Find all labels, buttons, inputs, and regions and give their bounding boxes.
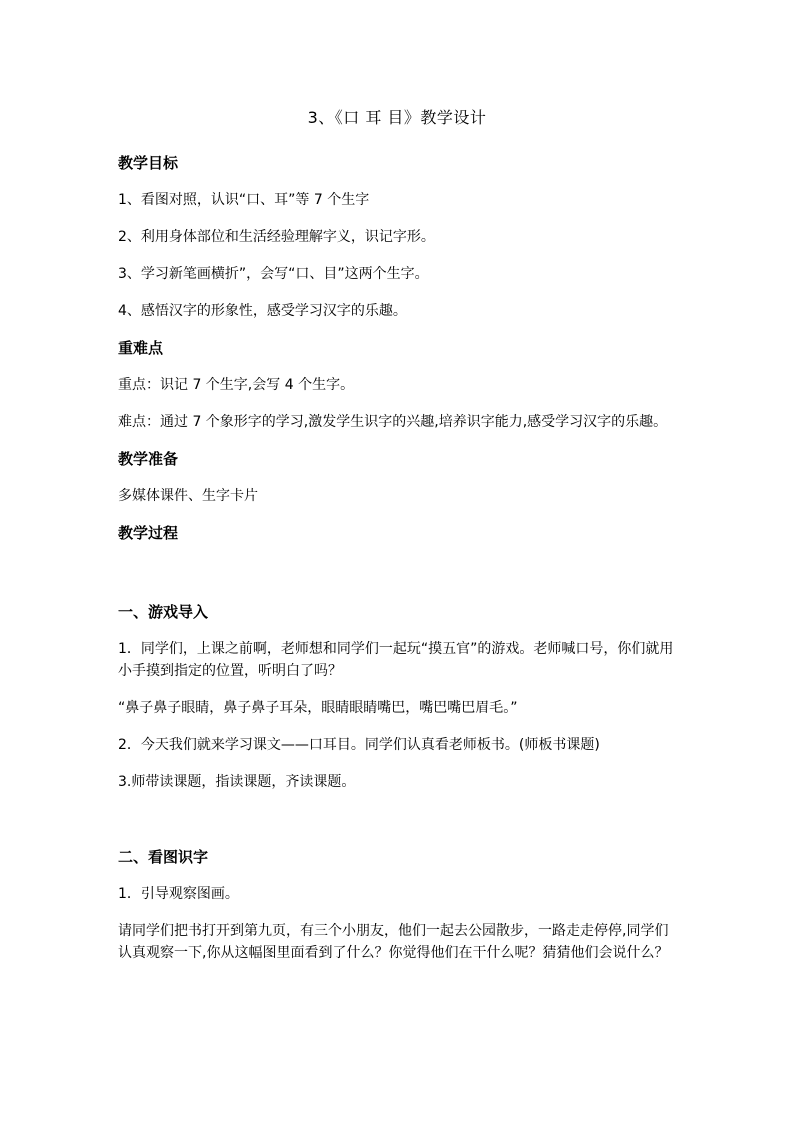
difficulty-text: 难点：通过 7 个象形字的学习,激发学生识字的兴趣,培养识字能力,感受学习汉字的乐趣。 [118, 414, 668, 430]
part1-paragraph-4: 3.师带读课题，指读课题，齐读课题。 [118, 774, 356, 790]
part2-paragraph-2: 请同学们把书打开到第九页，有三个小朋友，他们一起去公园散步，一路走走停停,同学们认真观察一下,你从这幅图里面看到了什么？你觉得他们在干什么呢？猜猜他们会说什么？ [118, 923, 669, 961]
preparation-text: 多媒体课件、生字卡片 [118, 488, 258, 504]
section-spacer [118, 808, 676, 846]
objectives-heading: 教学目标 [118, 154, 179, 172]
objective-item-4: 4、感悟汉字的形象性，感受学习汉字的乐趣。 [118, 303, 407, 319]
process-heading: 教学过程 [118, 524, 179, 542]
section-spacer [118, 559, 676, 601]
objective-item-2: 2、利用身体部位和生活经验理解字义，识记字形。 [118, 229, 435, 245]
part1-paragraph-2: “鼻子鼻子眼睛，鼻子鼻子耳朵，眼睛眼睛嘴巴，嘴巴嘴巴眉毛。” [118, 700, 518, 716]
part2-heading: 二、看图识字 [118, 848, 209, 866]
document-page [118, 106, 676, 979]
objective-item-3: 3、学习新笔画横折”，会写“口、目”这两个生字。 [118, 266, 429, 282]
part1-paragraph-1: 1．同学们，上课之前啊，老师想和同学们一起玩“摸五官”的游戏。老师喊口号，你们就用小手摸到指定的位置，听明白了吗？ [118, 641, 674, 679]
part2-paragraph-1: 1．引导观察图画。 [118, 886, 239, 902]
key-point-text: 重点：识记 7 个生字,会写 4 个生字。 [118, 377, 355, 393]
document-title: 3、《口 耳 目》教学设计 [307, 108, 487, 127]
part1-paragraph-3: 2．今天我们就来学习课文——口耳目。同学们认真看老师板书。(师板书课题) [118, 737, 600, 753]
part1-heading: 一、游戏导入 [118, 603, 209, 621]
preparation-heading: 教学准备 [118, 450, 179, 468]
key-points-heading: 重难点 [118, 339, 164, 357]
objective-item-1: 1、看图对照，认识“口、耳”等 7 个生字 [118, 192, 370, 208]
